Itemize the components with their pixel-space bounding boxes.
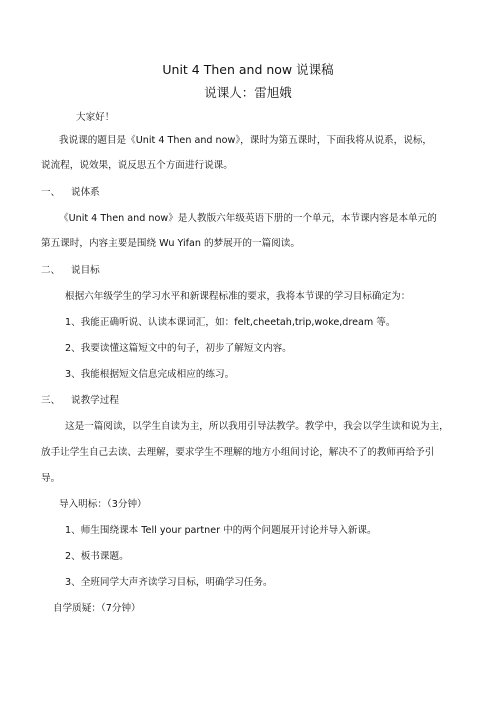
section-title-1: 说体系 [71,187,100,198]
section-number-2: 二、 [41,265,61,276]
section-title-3: 说教学过程 [71,395,119,406]
section1-paragraph-line-2: 第五课时，内容主要是围绕 Wu Yifan 的梦展开的一篇阅读。 [41,238,300,249]
step1-item-1: 1、师生围绕课本 Tell your partner 中的两个问题展开讨论并导入新课。 [65,525,377,536]
step1-item-2: 2、板书课题。 [65,551,129,562]
objectives-intro: 根据六年级学生的学习水平和新课程标准的要求，我将本节课的学习目标确定为： [65,291,411,302]
section-number-1: 一、 [41,187,61,198]
section1-paragraph-line-1: 《Unit 4 Then and now》是人教版六年级英语下册的一个单元，本节课内容是本单元的 [59,213,437,224]
step1-item-3: 3、全班同学大声齐读学习目标，明确学习任务。 [65,577,273,588]
intro-paragraph-line-1: 我说课的题目是《Unit 4 Then and now》，课时为第五课时，下面我将从说系，说标， [59,135,433,146]
section3-paragraph-line-1: 这是一篇阅读，以学生自读为主，所以我用引导法教学。教学中，我会以学生读和说为主， [65,421,449,432]
step1-title: 导入明标：（3分钟） [59,499,147,510]
objective-item-2: 2、我要读懂这篇短文中的句子，初步了解短文内容。 [65,343,292,354]
section-heading-3 [41,394,119,407]
section-heading-1 [41,186,100,199]
intro-paragraph-line-2: 说流程，说效果，说反思五个方面进行说课。 [41,160,233,171]
section-title-2: 说目标 [71,265,100,276]
section-heading-2 [41,264,100,277]
section-number-3: 三、 [41,395,61,406]
objective-item-1: 1、我能正确听说、认读本课词汇，如：felt,cheetah,trip,woke,dream 等。 [65,317,396,328]
page-title: Unit 4 Then and now 说课稿 [162,62,334,77]
section3-paragraph-line-2: 放手让学生自己去读、去理解，要求学生不理解的地方小组间讨论，解决不了的教师再给予引 [41,447,435,458]
speaker-line: 说课人：雷旭娥 [204,85,292,100]
greeting: 大家好！ [76,112,115,123]
step2-title: 自学质疑：（7分钟） [53,603,141,614]
objective-item-3: 3、我能根据短文信息完成相应的练习。 [65,369,235,380]
section3-paragraph-line-3: 导。 [41,473,61,484]
